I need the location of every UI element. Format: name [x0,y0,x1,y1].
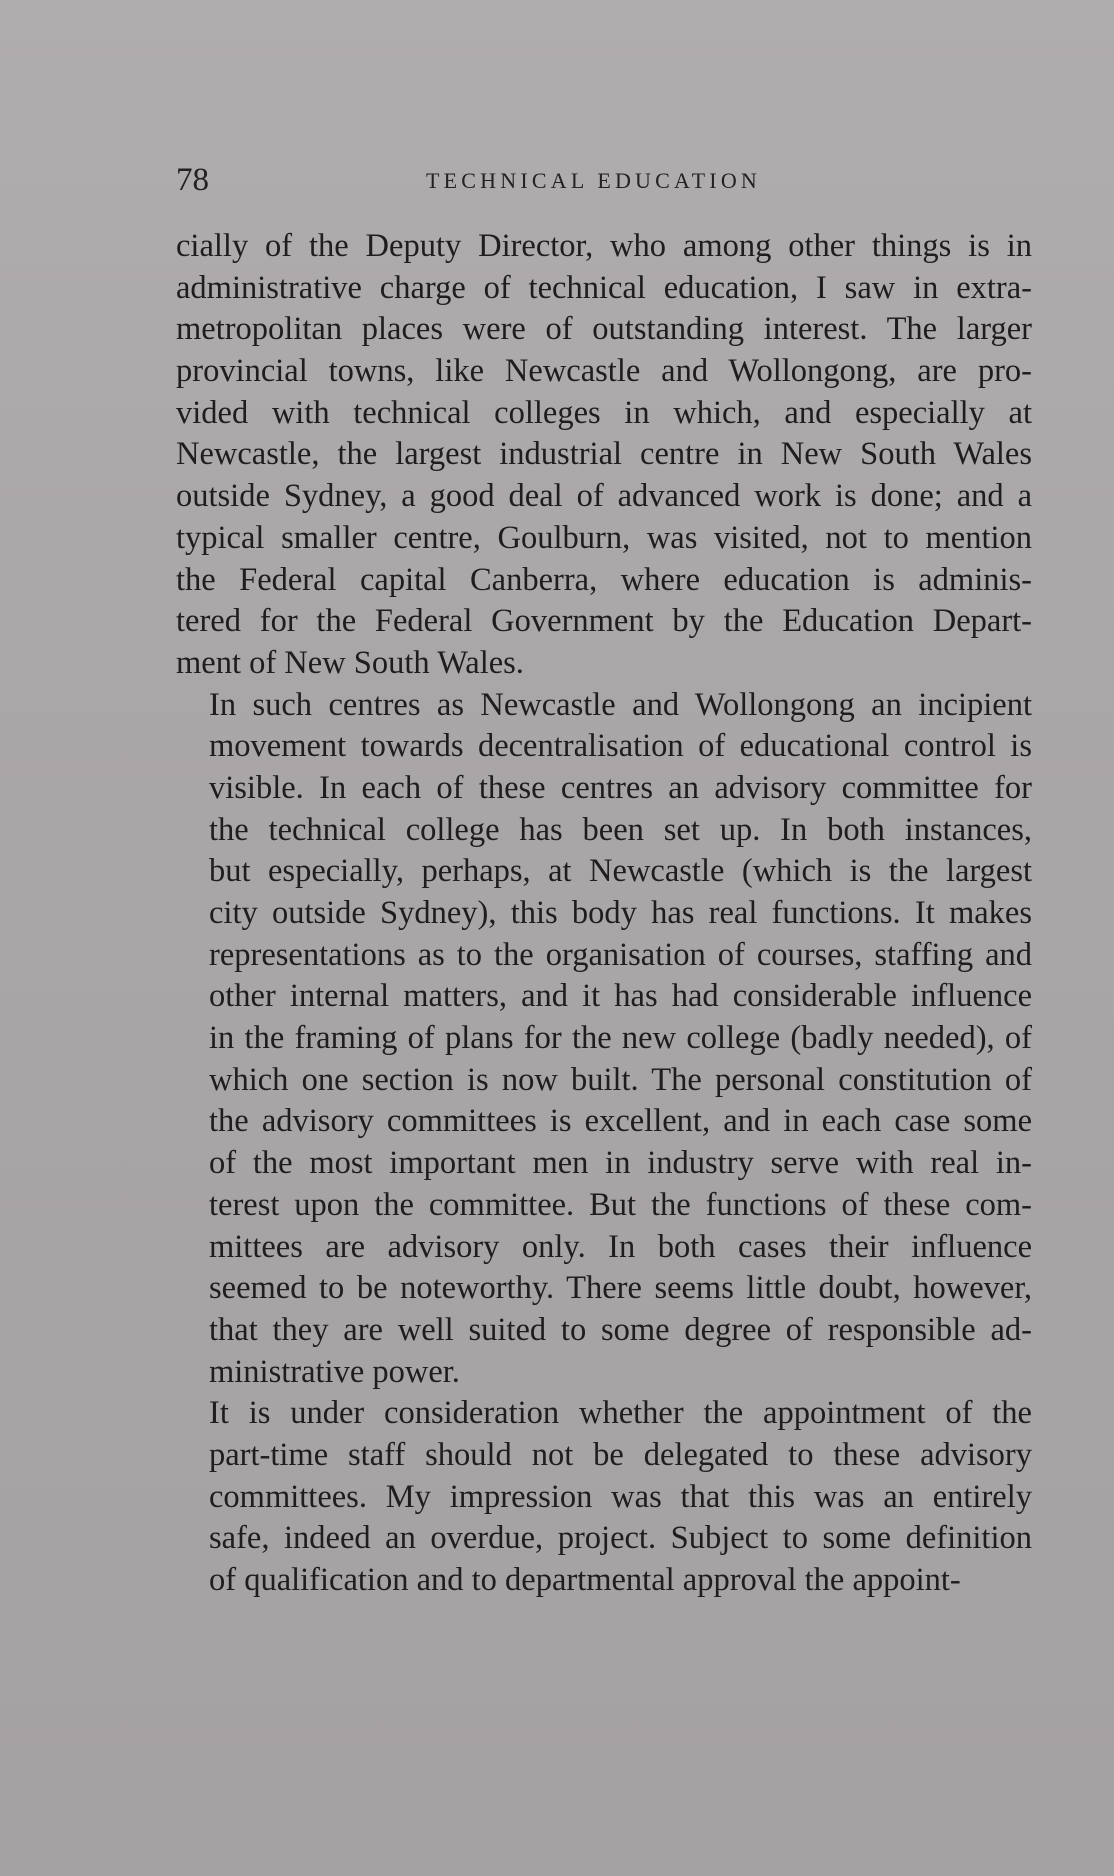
text-line: part-time staff should not be delegated to these advisory [209,1436,1032,1473]
text-line: city outside Sydney), this body has real functions. It makes [209,895,1032,931]
text-line: movement towards decentralisation of educational control is [209,728,1032,765]
text-line: visible. In each of these centres an advisory committee for [209,769,1032,806]
paragraph [176,685,1032,1394]
text-line: representations as to the organisation of courses, staffing and [209,936,1032,973]
text-line: the advisory committees is excellent, and in each case some [209,1103,1032,1140]
text-line: terest upon the committee. But the functions of these com- [209,1186,1032,1223]
text-line: but especially, perhaps, at Newcastle (which is the largest [209,853,1032,890]
text-line: seemed to be noteworthy. There seems little doubt, however, [209,1270,1032,1307]
text-line: It is under consideration whether the appointment of the [209,1395,1032,1432]
text-line: vided with technical colleges in which, and especially at [176,394,1032,431]
body-text [176,226,1032,1602]
text-line: In such centres as Newcastle and Wollongong an incipient [209,686,1032,723]
text-line: that they are well suited to some degree of responsible ad- [209,1311,1032,1348]
text-line: provincial towns, like Newcastle and Wollongong, are pro- [176,353,1032,390]
text-line: ministrative power. [209,1353,460,1390]
text-line: cially of the Deputy Director, who among other things is in [176,228,1032,264]
page-number: 78 [176,162,209,198]
running-title: TECHNICAL EDUCATION [426,168,762,193]
text-line: metropolitan places were of outstanding interest. The larger [176,311,1032,348]
text-line: other internal matters, and it has had considerable influence [209,978,1032,1015]
text-line: committees. My impression was that this was an entirely [209,1478,1032,1515]
text-line: the technical college has been set up. In both instances, [209,811,1032,848]
running-head [176,160,1032,200]
text-line: administrative charge of technical education, I saw in extra- [176,269,1032,306]
text-line: in the framing of plans for the new college (badly needed), of [209,1020,1032,1057]
text-line: Newcastle, the largest industrial centre in New South Wales [176,436,1032,473]
text-line: safe, indeed an overdue, project. Subject to some definition [209,1520,1032,1557]
paragraph [176,226,1032,685]
text-line: outside Sydney, a good deal of advanced work is done; and a [176,478,1032,515]
text-line: of the most important men in industry serve with real in- [209,1145,1032,1182]
paragraph [176,1393,1032,1601]
text-line: tered for the Federal Government by the Education Depart- [176,603,1032,640]
text-line: mittees are advisory only. In both cases their influence [209,1228,1032,1265]
text-line: which one section is now built. The personal constitution of [209,1061,1032,1098]
text-line: of qualification and to departmental approval the appoint- [209,1562,961,1598]
text-line: the Federal capital Canberra, where education is adminis- [176,561,1032,598]
text-line: ment of New South Wales. [176,644,524,681]
text-line: typical smaller centre, Goulburn, was visited, not to mention [176,519,1032,556]
